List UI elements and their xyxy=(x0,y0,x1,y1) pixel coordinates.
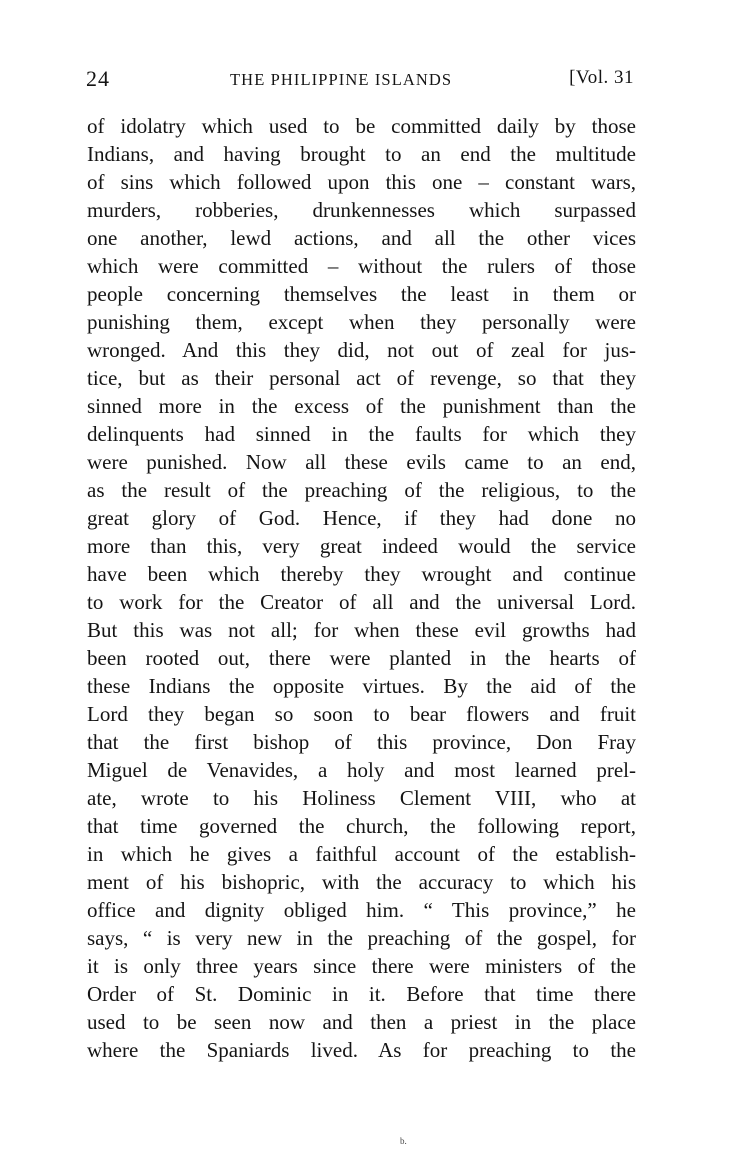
running-title: THE PHILIPPINE ISLANDS xyxy=(230,70,453,89)
text-line: been rooted out, there were planted in the hearts of xyxy=(87,646,636,670)
text-line: as the result of the preaching of the religious, to the xyxy=(87,478,636,502)
text-line: these Indians the opposite virtues. By the aid of the xyxy=(87,674,636,698)
text-line: murders, robberies, drunkennesses which surpassed xyxy=(87,198,636,222)
text-line: in which he gives a faithful account of the establish- xyxy=(87,842,636,866)
text-line: Order of St. Dominic in it. Before that time there xyxy=(87,982,636,1006)
text-line: to work for the Creator of all and the universal Lord. xyxy=(87,590,636,614)
text-line: of idolatry which used to be committed daily by those xyxy=(87,114,636,138)
text-line: tice, but as their personal act of revenge, so that they xyxy=(87,366,636,390)
text-line: where the Spaniards lived. As for preaching to the xyxy=(87,1038,636,1062)
text-line: have been which thereby they wrought and continue xyxy=(87,562,636,586)
text-line: office and dignity obliged him. “ This province,” he xyxy=(87,898,636,922)
text-line: great glory of God. Hence, if they had done no xyxy=(87,506,636,530)
text-line: But this was not all; for when these evil growths had xyxy=(87,618,636,642)
text-line: punishing them, except when they personally were xyxy=(87,310,636,334)
text-line: people concerning themselves the least in them or xyxy=(87,282,636,306)
text-line: Lord they began so soon to bear flowers and fruit xyxy=(87,702,636,726)
text-line: that time governed the church, the following report, xyxy=(87,814,636,838)
text-line: sinned more in the excess of the punishment than the xyxy=(87,394,636,418)
text-line: which were committed – without the rulers of those xyxy=(87,254,636,278)
text-line: used to be seen now and then a priest in the place xyxy=(87,1010,636,1034)
text-line: Miguel de Venavides, a holy and most learned prel- xyxy=(87,758,636,782)
text-line: were punished. Now all these evils came to an end, xyxy=(87,450,636,474)
text-line: of sins which followed upon this one – constant wars, xyxy=(87,170,636,194)
text-line: that the first bishop of this province, Don Fray xyxy=(87,730,636,754)
text-line: delinquents had sinned in the faults for which they xyxy=(87,422,636,446)
text-line: says, “ is very new in the preaching of the gospel, for xyxy=(87,926,636,950)
text-line: ate, wrote to his Holiness Clement VIII, who at xyxy=(87,786,636,810)
text-line: wronged. And this they did, not out of zeal for jus- xyxy=(87,338,636,362)
text-line: it is only three years since there were ministers of the xyxy=(87,954,636,978)
footer-mark: b. xyxy=(400,1136,407,1146)
page-header xyxy=(86,66,634,100)
text-line: one another, lewd actions, and all the other vices xyxy=(87,226,636,250)
text-line: ment of his bishopric, with the accuracy to which his xyxy=(87,870,636,894)
text-line: more than this, very great indeed would the service xyxy=(87,534,636,558)
body-text xyxy=(87,112,636,1064)
volume-label: [Vol. 31 xyxy=(569,67,634,88)
text-line: Indians, and having brought to an end the multitude xyxy=(87,142,636,166)
page-number: 24 xyxy=(86,66,110,91)
